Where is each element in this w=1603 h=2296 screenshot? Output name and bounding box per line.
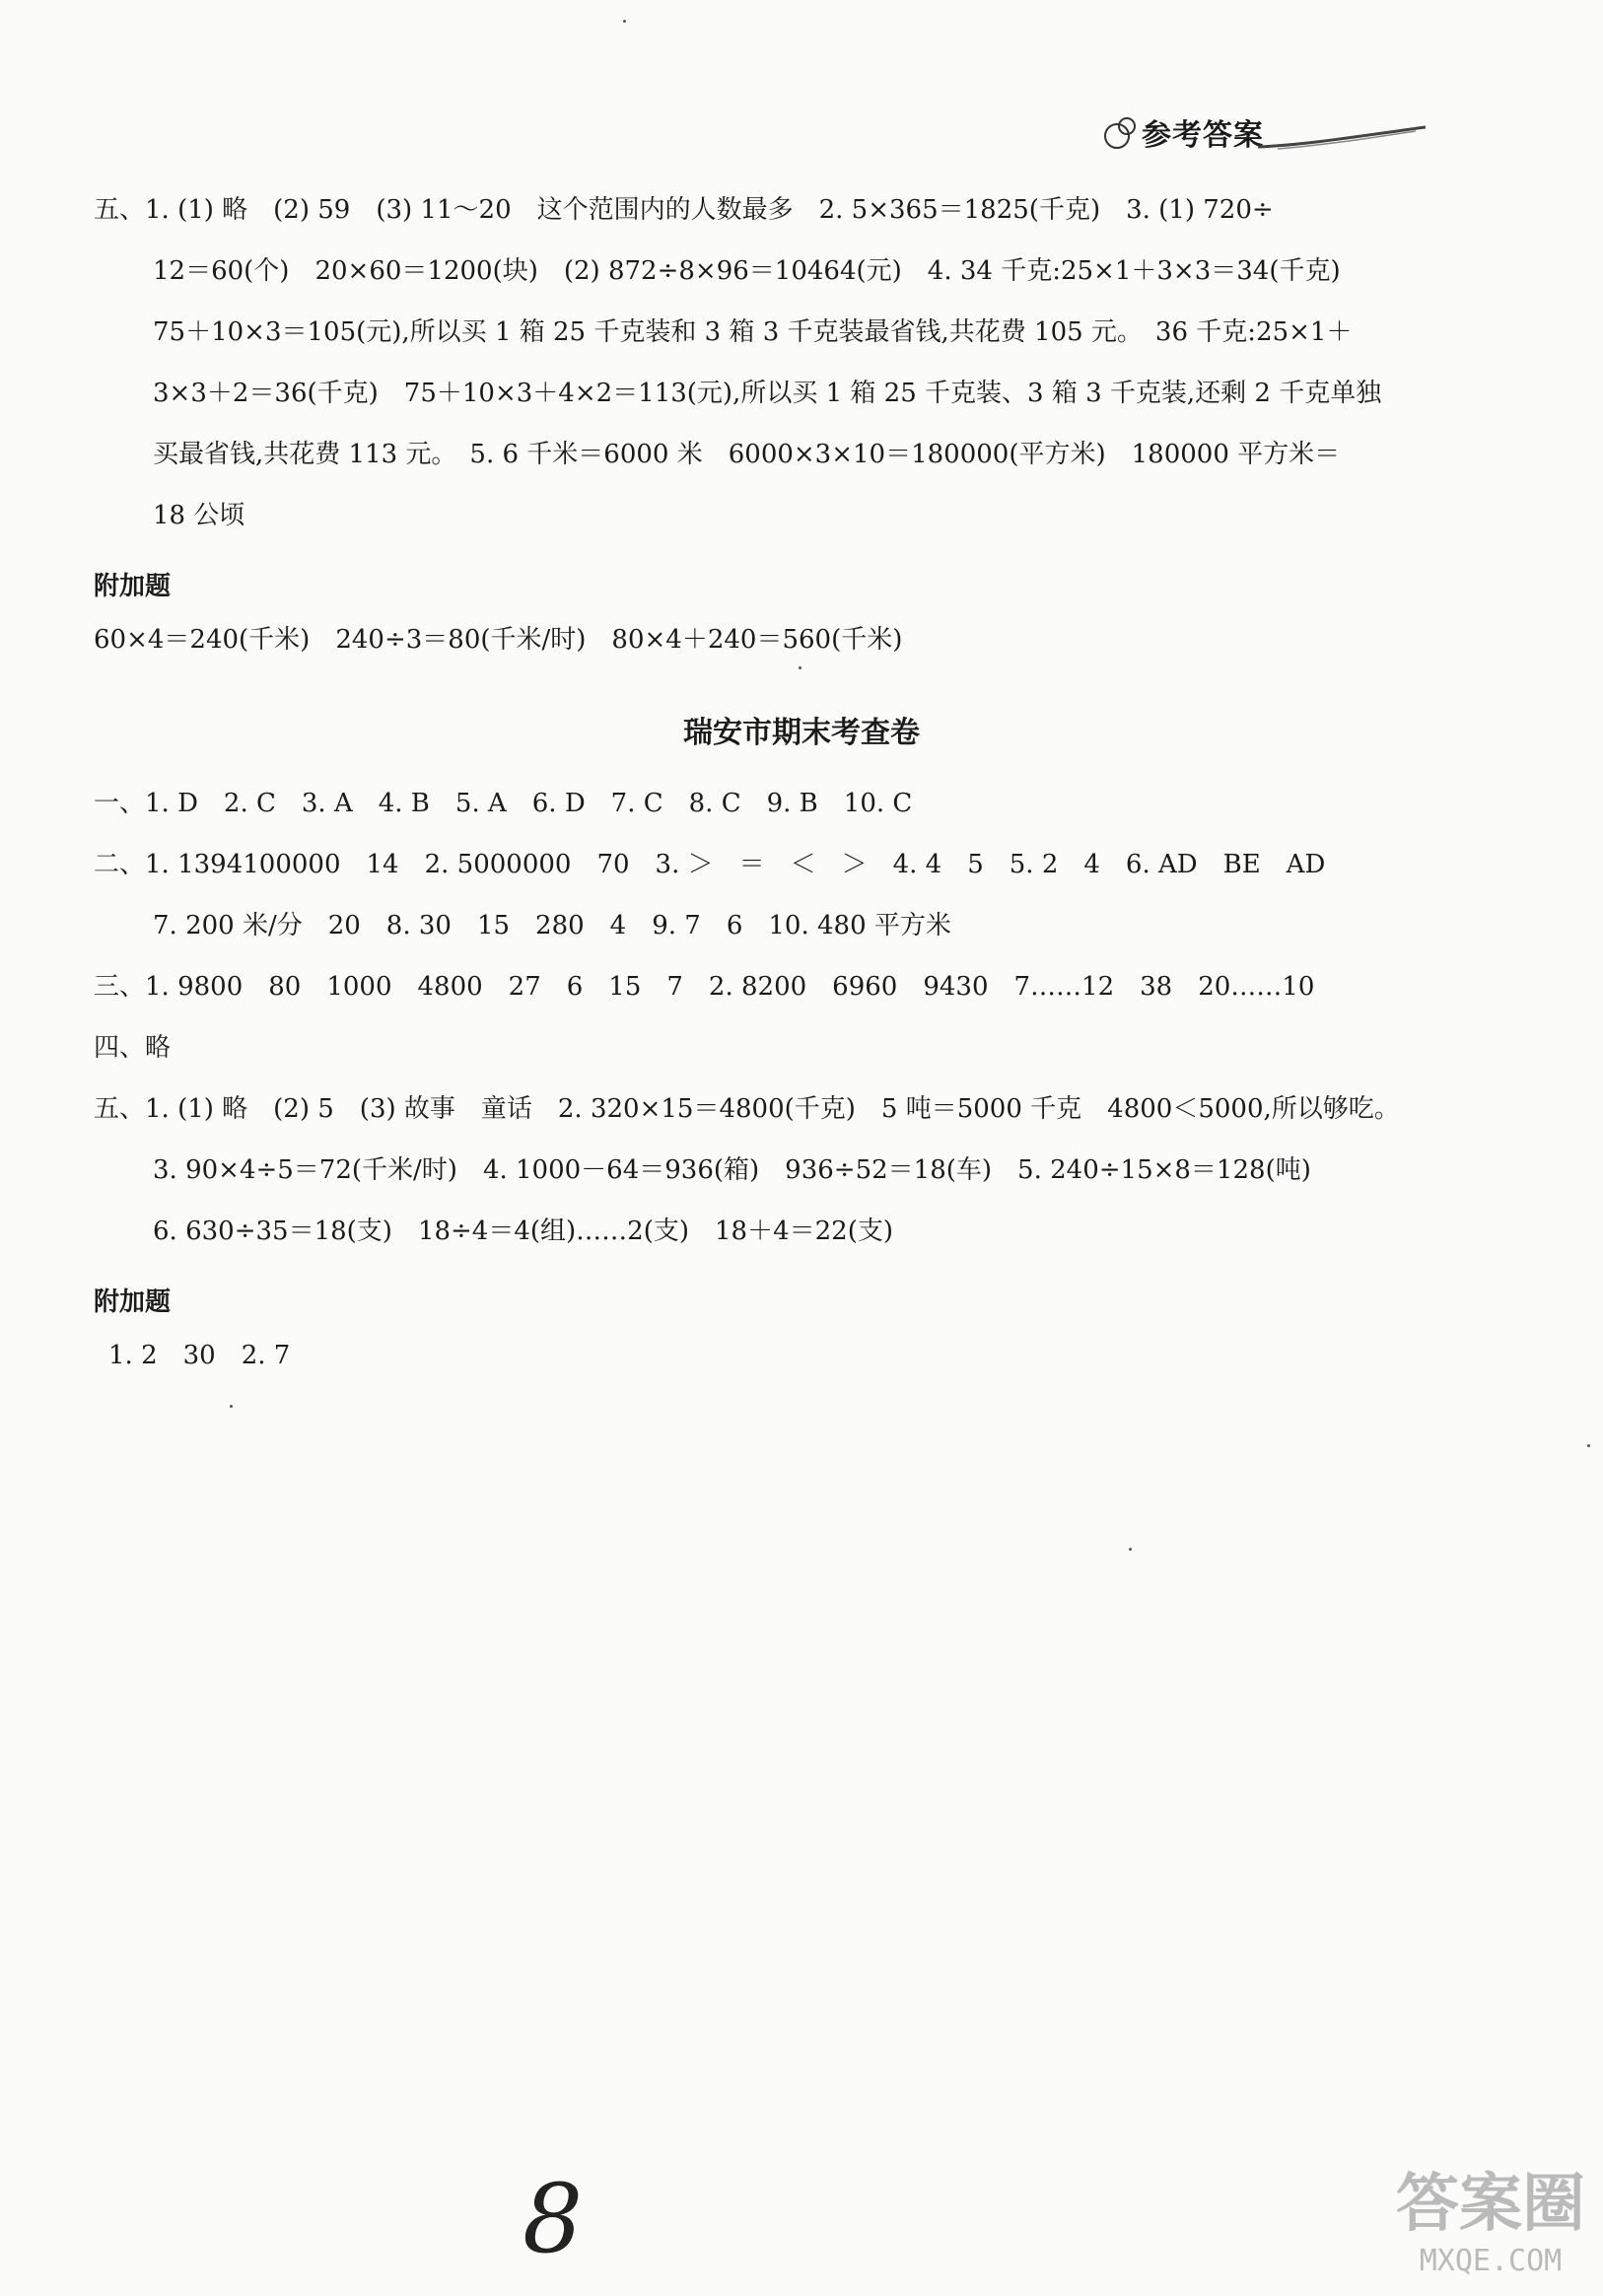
s2-extra-line: 1. 2 30 2. 7 [108,1341,291,1370]
watermark-text: 答案圈 [1396,2168,1585,2241]
s2-line-4: 三、1. 9800 80 1000 4800 27 6 15 7 2. 8200 6960 9430 7……12 38 20……10 [94,972,1315,1002]
s1-extra-title: 附加题 [94,572,172,601]
s2-line-5: 四、略 [94,1033,172,1063]
s2-line-1: 一、1. D 2. C 3. A 4. B 5. A 6. D 7. C 8. C 9. B 10. C [94,789,913,818]
s1-line-2: 12＝60(个) 20×60＝1200(块) (2) 872÷8×96＝10464(元) 4. 34 千克:25×1＋3×3＝34(千克) [153,256,1341,286]
swoosh-decoration [1258,125,1426,151]
scan-speck [623,20,626,23]
scan-speck [1587,1444,1590,1447]
watermark-logo [1396,2153,1585,2278]
scan-speck [799,666,802,669]
watermark-url: MXQE.COM [1419,2244,1563,2278]
reference-answer-tag [1104,110,1426,154]
handwritten-page-number: 8 [523,2164,584,2274]
scan-speck [1129,1548,1132,1551]
s1-line-1: 五、1. (1) 略 (2) 59 (3) 11～20 这个范围内的人数最多 2. 5×365＝1825(千克) 3. (1) 720÷ [94,195,1274,225]
s1-line-3: 75＋10×3＝105(元),所以买 1 箱 25 千克装和 3 箱 3 千克装最省钱,共花费 105 元。 36 千克:25×1＋ [153,317,1353,347]
s2-line-3: 7. 200 米/分 20 8. 30 15 280 4 9. 7 6 10. 480 平方米 [153,911,951,940]
s2-line-8: 6. 630÷35＝18(支) 18÷4＝4(组)……2(支) 18＋4＝22(支) [153,1217,894,1246]
reference-answer-label: 参考答案 [1142,118,1264,153]
s2-line-2: 二、1. 1394100000 14 2. 5000000 70 3. ＞ ＝ ＜ ＞ 4. 4 5 5. 2 4 6. AD BE AD [94,850,1326,879]
s2-extra-title: 附加题 [94,1287,172,1317]
s2-line-6: 五、1. (1) 略 (2) 5 (3) 故事 童话 2. 320×15＝4800(千克) 5 吨＝5000 千克 4800＜5000,所以够吃。 [94,1094,1400,1124]
circles-icon [1104,115,1138,149]
s1-extra-line: 60×4＝240(千米) 240÷3＝80(千米/时) 80×4＋240＝560(千米) [94,625,903,655]
s1-line-5: 买最省钱,共花费 113 元。 5. 6 千米＝6000 米 6000×3×10＝180000(平方米) 180000 平方米＝ [153,440,1341,469]
section-title: 瑞安市期末考查卷 [683,716,920,750]
s2-line-7: 3. 90×4÷5＝72(千米/时) 4. 1000－64＝936(箱) 936÷52＝18(车) 5. 240÷15×8＝128(吨) [153,1155,1311,1185]
s1-line-6: 18 公顷 [153,501,245,530]
scan-speck [230,1405,233,1408]
s1-line-4: 3×3＋2＝36(千克) 75＋10×3＋4×2＝113(元),所以买 1 箱 25 千克装、3 箱 3 千克装,还剩 2 千克单独 [153,379,1382,408]
